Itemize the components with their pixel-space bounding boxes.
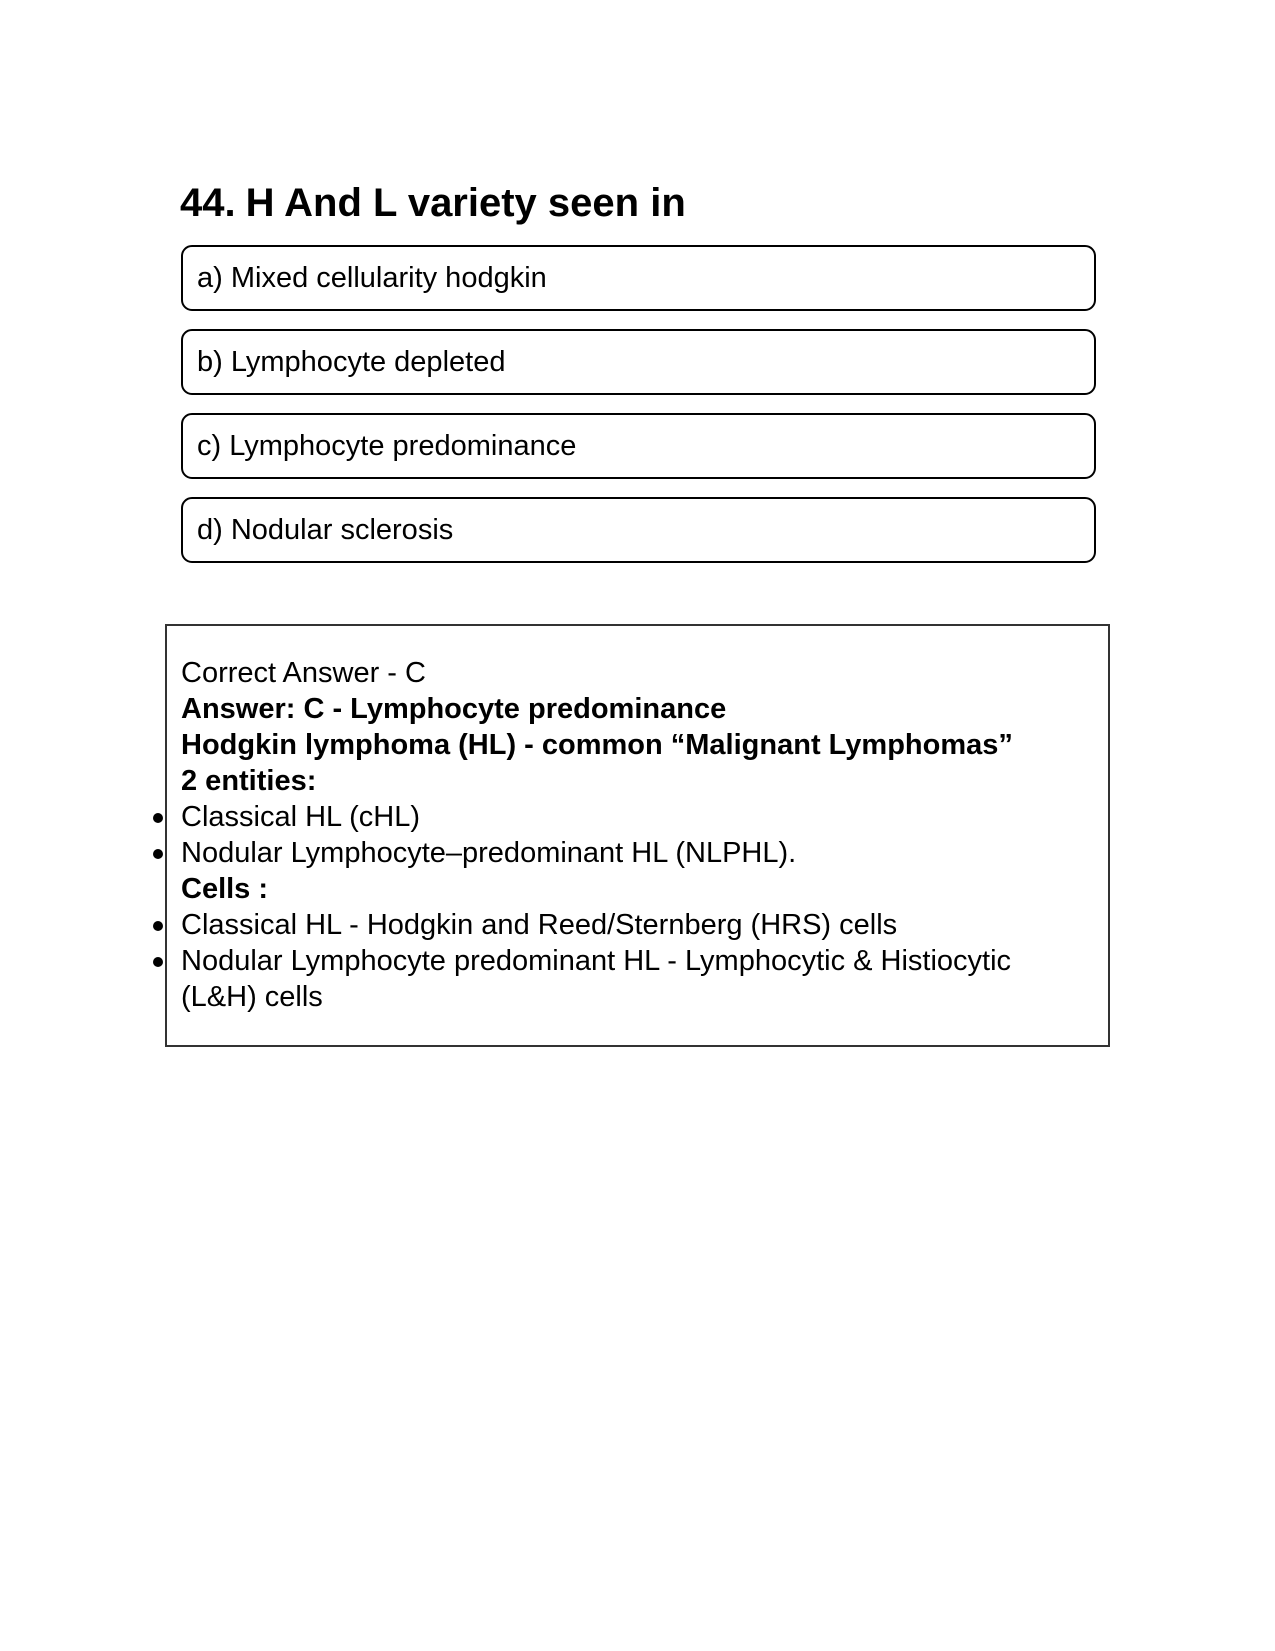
list-item: Nodular Lymphocyte–predominant HL (NLPHL). [181,835,1081,871]
list-item: Classical HL - Hodgkin and Reed/Sternberg (HRS) cells [181,907,1081,943]
question-number: 44. [180,181,236,225]
correct-answer: Correct Answer - C [181,657,426,689]
explanation-heading: Hodgkin lymphoma (HL) - common “Malignant Lymphomas” [181,729,1013,761]
option-d[interactable]: d) Nodular sclerosis [181,497,1096,563]
question-title [180,178,1100,228]
answer-explanation [181,655,1081,1015]
option-b[interactable]: b) Lymphocyte depleted [181,329,1096,395]
list-item: Nodular Lymphocyte predominant HL - Lymphocytic & Histiocytic (L&H) cells [181,943,1081,1015]
answer-line: Answer: C - Lymphocyte predominance [181,693,727,725]
entities-heading: 2 entities: [181,765,317,797]
list-item: Classical HL (cHL) [181,799,1081,835]
option-a[interactable]: a) Mixed cellularity hodgkin [181,245,1096,311]
question-text: H And L variety seen in [245,181,686,225]
option-c[interactable]: c) Lymphocyte predominance [181,413,1096,479]
cells-heading: Cells : [181,873,269,905]
